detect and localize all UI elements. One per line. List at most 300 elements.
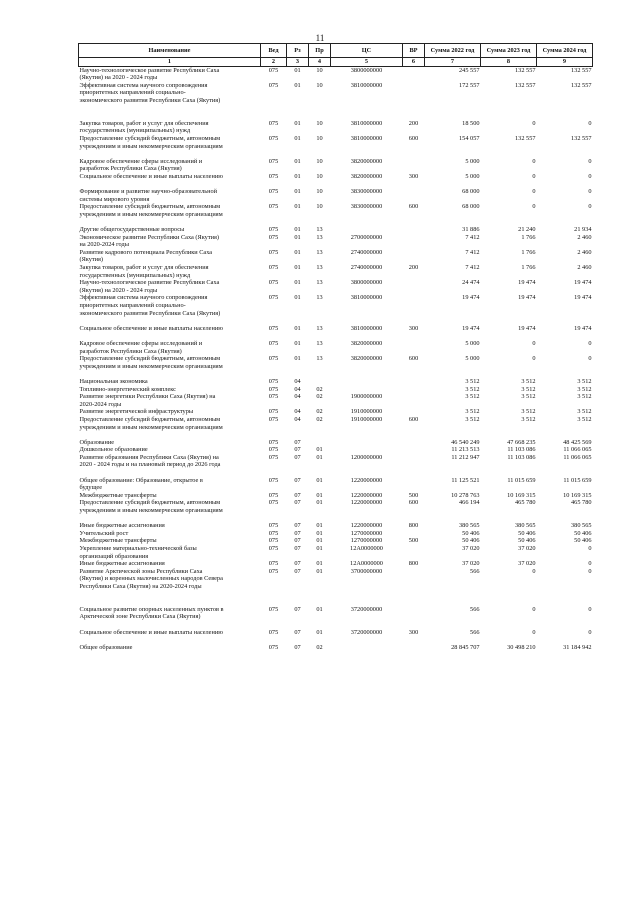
row-name-line: Национальная экономика	[79, 377, 148, 385]
sum-2024-cell: 2 460	[577, 264, 592, 272]
column-number: 9	[537, 58, 593, 67]
table-row	[79, 530, 593, 538]
vr-cell	[403, 454, 425, 469]
ved-cell: 075	[268, 393, 279, 401]
vr-cell: 600	[408, 355, 419, 363]
row-name-line: Образование	[79, 438, 115, 446]
row-name-cell	[79, 537, 261, 545]
table-row	[79, 568, 593, 591]
ved-cell: 075	[268, 226, 279, 234]
sum-2023-cell: 1 766	[521, 233, 536, 241]
cs-cell: 3830000000	[350, 203, 383, 211]
rz-cell: 07	[294, 643, 301, 651]
vr-cell: 300	[408, 172, 419, 180]
row-name-line: Арктической зоне Республики Саха (Якутия)	[79, 613, 201, 621]
row-name-line: Развитие кадрового потенциала Республики Саха	[79, 248, 213, 256]
cs-cell: 1900000000	[350, 393, 383, 401]
sum-2024-cell: 19 474	[574, 294, 592, 302]
row-name-line: учреждениям и иным некоммерческим организациям	[79, 210, 223, 218]
row-name-line: Предоставление субсидий бюджетным, автономным	[79, 415, 221, 423]
column-number: 8	[481, 58, 537, 67]
row-name-cell	[79, 294, 261, 317]
sum-2024-cell: 19 474	[574, 324, 592, 332]
sum-2023-cell: 19 474	[518, 279, 536, 287]
sum-2024-cell: 50 406	[574, 537, 592, 545]
sum-2022-cell: 68 000	[462, 188, 480, 196]
table-row	[79, 431, 593, 446]
sum-2024-cell: 19 474	[574, 279, 592, 287]
ved-cell: 075	[268, 81, 279, 89]
ved-cell: 075	[268, 453, 279, 461]
row-name-line: Развитие энергетики Республики Саха (Якутия) на	[79, 393, 216, 401]
table-row	[79, 469, 593, 492]
cs-cell: 12А0000000	[350, 560, 383, 568]
pr-cell: 01	[316, 529, 323, 537]
row-name-cell	[79, 203, 261, 218]
sum-2024-cell: 3 512	[577, 385, 592, 393]
row-name-cell	[79, 499, 261, 514]
row-name-line: Научно-технологическое развитие Республики Саха	[79, 279, 220, 287]
sum-2024-cell: 0	[588, 172, 592, 180]
ved-cell: 075	[268, 66, 279, 74]
rz-cell: 01	[294, 203, 301, 211]
vr-cell	[403, 294, 425, 317]
pr-cell: 13	[316, 339, 323, 347]
vr-cell	[403, 279, 425, 294]
row-name-line: Республики Саха (Якутия) на 2020-2024 годы	[79, 582, 202, 590]
sum-2024-cell: 50 406	[574, 529, 592, 537]
sum-2023-cell: 0	[532, 339, 536, 347]
column-number: 6	[403, 58, 425, 67]
sum-2024-cell: 3 512	[577, 393, 592, 401]
table-row	[79, 82, 593, 105]
page-number: 11	[315, 33, 325, 43]
ved-cell: 075	[268, 560, 279, 568]
row-name-line: разработок Республики Саха (Якутия)	[79, 347, 182, 355]
cs-cell: 3820000000	[350, 355, 383, 363]
vr-cell: 600	[408, 203, 419, 211]
row-name-cell	[79, 135, 261, 150]
cs-cell: 1200000000	[350, 453, 383, 461]
sum-2024-cell: 132 557	[571, 66, 592, 74]
pr-cell: 01	[316, 567, 323, 575]
row-name-line: будущее	[79, 484, 103, 492]
sum-2022-cell: 3 512	[465, 415, 480, 423]
row-name-cell	[79, 515, 261, 530]
row-name-line: Формирование и развитие научно-образовательной	[79, 188, 217, 196]
vr-cell: 800	[408, 522, 419, 530]
sum-2024-cell: 0	[588, 188, 592, 196]
sum-2024-cell: 11 066 065	[563, 453, 592, 461]
row-name-line: Укрепление материально-технической базы	[79, 545, 197, 552]
cs-cell: 1220000000	[350, 476, 383, 484]
sum-2024-cell: 10 169 315	[563, 491, 592, 499]
table-row	[79, 294, 593, 317]
sum-2022-cell: 31 886	[462, 226, 480, 234]
row-name-cell	[79, 636, 261, 651]
sum-2024-cell: 0	[588, 339, 592, 347]
pr-cell: 13	[316, 226, 323, 234]
pr-cell	[309, 370, 331, 385]
pr-cell: 10	[316, 119, 323, 127]
row-name-line: Развитие Арктической зоны Республики Саха	[79, 567, 203, 575]
row-name-line: Кадровое обеспечение сферы исследований и	[79, 339, 203, 347]
row-name-line: (Якутия) и коренных малочисленных народов Севера	[79, 575, 223, 583]
rz-cell: 07	[294, 628, 301, 636]
cs-cell: 3720000000	[350, 605, 383, 613]
sum-2024-cell: 48 425 569	[563, 438, 592, 446]
sum-2024-cell: 2 460	[577, 233, 592, 241]
row-name-cell	[79, 560, 261, 568]
cs-cell	[331, 431, 403, 446]
rz-cell: 04	[294, 385, 301, 393]
rz-cell: 01	[294, 157, 301, 165]
sum-2023-cell: 11 103 086	[507, 453, 536, 461]
pr-cell: 02	[316, 393, 323, 401]
table-row	[79, 234, 593, 249]
row-name-line: Социальное развитие опорных населенных пунктов в	[79, 605, 224, 613]
row-name-cell	[79, 469, 261, 492]
table-row	[79, 393, 593, 408]
sum-2022-cell: 37 020	[462, 560, 480, 568]
row-name-line: (Якутия) на 2020 - 2024 годы	[79, 74, 158, 82]
row-name-line: приоритетных направлений социально-	[79, 89, 186, 97]
table-row	[79, 515, 593, 530]
sum-2022-cell: 3 512	[465, 385, 480, 393]
sum-2022-cell: 18 500	[462, 119, 480, 127]
row-name-line: Экономическое развитие Республики Саха (Якутия)	[79, 233, 219, 241]
sum-2024-cell: 0	[588, 355, 592, 363]
row-name-cell	[79, 355, 261, 370]
vr-cell	[403, 332, 425, 355]
row-name-line: государственных (муниципальных) нужд	[79, 127, 191, 135]
row-name-cell	[79, 173, 261, 181]
column-number: 4	[309, 58, 331, 67]
table-row	[79, 560, 593, 568]
row-name-line: Другие общегосударственные вопросы	[79, 226, 185, 234]
row-name-line: организаций образования	[79, 552, 149, 560]
pr-cell: 02	[316, 385, 323, 393]
sum-2022-cell: 5 000	[465, 355, 480, 363]
sum-2022-cell: 5 000	[465, 172, 480, 180]
sum-2024-cell: 2 460	[577, 248, 592, 256]
sum-2022-cell: 466 194	[459, 499, 480, 507]
header-name: Наименование	[79, 44, 261, 58]
row-name-cell	[79, 431, 261, 446]
vr-cell	[403, 545, 425, 560]
sum-2022-cell: 28 845 707	[451, 643, 480, 651]
table-row	[79, 492, 593, 500]
column-number-row	[79, 58, 593, 67]
row-name-line: учреждениям и иным некоммерческим организациям	[79, 362, 223, 370]
pr-cell	[309, 431, 331, 446]
row-name-line: (Якутия)	[79, 256, 104, 264]
rz-cell: 04	[294, 408, 301, 416]
sum-2023-cell: 11 103 086	[507, 446, 536, 454]
table-row	[79, 636, 593, 651]
sum-2024-cell: 3 512	[577, 415, 592, 423]
pr-cell: 13	[316, 233, 323, 241]
ved-cell: 075	[268, 491, 279, 499]
pr-cell: 01	[316, 522, 323, 530]
header-pr: Пр	[309, 44, 331, 58]
header-rz: Рз	[287, 44, 309, 58]
ved-cell: 075	[268, 567, 279, 575]
rz-cell: 07	[294, 522, 301, 530]
ved-cell: 075	[268, 385, 279, 393]
row-name-cell	[79, 454, 261, 469]
rz-cell: 01	[294, 248, 301, 256]
cs-cell	[331, 218, 403, 233]
sum-2022-cell: 566	[470, 567, 480, 575]
table-row	[79, 218, 593, 233]
pr-cell: 01	[316, 453, 323, 461]
ved-cell: 075	[268, 438, 279, 446]
row-name-line: Эффективная система научного сопровождения	[79, 81, 208, 89]
vr-cell	[403, 181, 425, 204]
sum-2023-cell: 3 512	[521, 385, 536, 393]
vr-cell: 200	[408, 119, 419, 127]
sum-2022-cell: 3 512	[465, 393, 480, 401]
rz-cell: 07	[294, 446, 301, 454]
vr-cell	[403, 530, 425, 538]
row-name-cell	[79, 234, 261, 249]
ved-cell: 075	[268, 248, 279, 256]
row-name-cell	[79, 264, 261, 279]
rz-cell: 01	[294, 119, 301, 127]
sum-2024-cell: 0	[588, 567, 592, 575]
vr-cell: 500	[408, 491, 419, 499]
vr-cell	[403, 66, 425, 82]
cs-cell: 3820000000	[350, 172, 383, 180]
ved-cell: 075	[268, 408, 279, 416]
rz-cell: 01	[294, 294, 301, 302]
sum-2022-cell: 245 557	[459, 66, 480, 74]
row-name-line: Топливно-энергетический комплекс	[79, 385, 176, 393]
rz-cell: 01	[294, 172, 301, 180]
table-row	[79, 408, 593, 416]
sum-2022-cell: 11 212 947	[451, 453, 480, 461]
row-name-line: Развитие образования Республики Саха (Якутия) на	[79, 453, 219, 461]
sum-2022-cell: 3 512	[465, 408, 480, 416]
table-row	[79, 416, 593, 431]
table-row	[79, 454, 593, 469]
vr-cell	[403, 82, 425, 105]
header-cs: ЦС	[331, 44, 403, 58]
sum-2023-cell: 132 557	[515, 66, 536, 74]
pr-cell: 10	[316, 172, 323, 180]
sum-2022-cell: 5 000	[465, 339, 480, 347]
ved-cell: 075	[268, 643, 279, 651]
sum-2023-cell: 0	[532, 628, 536, 636]
table-row	[79, 66, 593, 82]
sum-2022-cell: 7 412	[465, 264, 480, 272]
row-name-line: учреждениям и иным некоммерческим организациям	[79, 423, 223, 431]
sum-2024-cell: 132 557	[571, 134, 592, 142]
vr-cell: 800	[408, 560, 419, 568]
rz-cell: 01	[294, 188, 301, 196]
pr-cell: 10	[316, 188, 323, 196]
row-name-line: Эффективная система научного сопровождения	[79, 294, 208, 302]
ved-cell: 075	[268, 188, 279, 196]
cs-cell: 3830000000	[350, 188, 383, 196]
row-name-line: Научно-технологическое развитие Республики Саха	[79, 66, 220, 74]
cs-cell: 1220000000	[350, 522, 383, 530]
row-name-line: 2020-2024 годы	[79, 400, 122, 408]
table-row	[79, 537, 593, 545]
ved-cell: 075	[268, 119, 279, 127]
row-name-line: Межбюджетные трансферты	[79, 491, 157, 499]
row-name-line: Социальное обеспечение и иные выплаты населению	[79, 324, 223, 332]
sum-2023-cell: 0	[532, 119, 536, 127]
vr-cell	[403, 446, 425, 454]
rz-cell: 07	[294, 476, 301, 484]
pr-cell: 10	[316, 134, 323, 142]
ved-cell: 075	[268, 537, 279, 545]
column-number: 3	[287, 58, 309, 67]
sum-2022-cell: 46 540 249	[451, 438, 480, 446]
table-row	[79, 173, 593, 181]
row-name-cell	[79, 82, 261, 105]
cs-cell: 3800000000	[350, 279, 383, 287]
sum-2023-cell: 19 474	[518, 324, 536, 332]
cs-cell: 3810000000	[350, 119, 383, 127]
rz-cell: 07	[294, 560, 301, 568]
row-name-cell	[79, 446, 261, 454]
cs-cell: 3820000000	[350, 339, 383, 347]
cs-cell	[331, 370, 403, 385]
sum-2023-cell: 30 498 210	[507, 643, 536, 651]
cs-cell: 3720000000	[350, 628, 383, 636]
pr-cell: 01	[316, 476, 323, 484]
sum-2022-cell: 24 474	[462, 279, 480, 287]
row-name-line: Общее образование: Образование, открытое в	[79, 476, 203, 484]
pr-cell: 10	[316, 66, 323, 74]
row-name-cell	[79, 621, 261, 636]
cs-cell: 3810000000	[350, 294, 383, 302]
row-name-line: Развитие энергетической инфраструктуры	[79, 408, 194, 416]
column-number: 1	[79, 58, 261, 67]
vr-cell	[403, 568, 425, 591]
rz-cell: 01	[294, 233, 301, 241]
sum-2024-cell: 0	[588, 628, 592, 636]
row-name-line: Социальное обеспечение и иные выплаты населению	[79, 172, 223, 180]
row-name-line: Общее образование	[79, 643, 133, 651]
row-name-line: Предоставление субсидий бюджетным, автономным	[79, 134, 221, 142]
vr-cell: 300	[408, 628, 419, 636]
vr-cell: 500	[408, 537, 419, 545]
sum-2023-cell: 1 766	[521, 264, 536, 272]
ved-cell: 075	[268, 233, 279, 241]
ved-cell: 075	[268, 264, 279, 272]
vr-cell	[403, 234, 425, 249]
sum-2023-cell: 0	[532, 605, 536, 613]
row-name-cell	[79, 150, 261, 173]
pr-cell: 01	[316, 545, 323, 552]
sum-2023-cell: 11 015 659	[507, 476, 536, 484]
row-name-cell	[79, 568, 261, 591]
sum-2022-cell: 380 565	[459, 522, 480, 530]
sum-2024-cell: 0	[588, 203, 592, 211]
sum-2023-cell: 37 020	[518, 560, 536, 568]
cs-cell: 2700000000	[350, 233, 383, 241]
vr-cell	[403, 218, 425, 233]
row-name-line: 2020 - 2024 годы и на плановый период до 2026 года	[79, 461, 221, 469]
ved-cell: 075	[268, 415, 279, 423]
ved-cell: 075	[268, 377, 279, 385]
table-row	[79, 249, 593, 264]
sum-2022-cell: 5 000	[465, 157, 480, 165]
rz-cell: 01	[294, 339, 301, 347]
sum-2024-cell: 3 512	[577, 377, 592, 385]
vr-cell: 300	[408, 324, 419, 332]
cs-cell: 3810000000	[350, 324, 383, 332]
cs-cell: 1270000000	[350, 529, 383, 537]
ved-cell: 075	[268, 522, 279, 530]
cs-cell: 1910000000	[350, 415, 383, 423]
ved-cell: 075	[268, 339, 279, 347]
row-name-cell	[79, 591, 261, 621]
row-name-line: Предоставление субсидий бюджетным, автономным	[79, 203, 221, 211]
sum-2022-cell: 154 057	[459, 134, 480, 142]
sum-2022-cell: 7 412	[465, 233, 480, 241]
row-name-cell	[79, 530, 261, 538]
rz-cell: 01	[294, 355, 301, 363]
row-name-cell	[79, 279, 261, 294]
rz-cell: 07	[294, 491, 301, 499]
pr-cell: 02	[316, 415, 323, 423]
header-sum-2024: Сумма 2024 год	[537, 44, 593, 58]
pr-cell: 13	[316, 248, 323, 256]
table-row	[79, 264, 593, 279]
sum-2024-cell: 380 565	[571, 522, 592, 530]
row-name-cell	[79, 408, 261, 416]
row-name-cell	[79, 416, 261, 431]
ved-cell: 075	[268, 324, 279, 332]
table-row	[79, 203, 593, 218]
vr-cell: 200	[408, 264, 419, 272]
sum-2022-cell: 566	[470, 605, 480, 613]
row-name-line: Дошкольное образование	[79, 446, 148, 454]
vr-cell: 600	[408, 134, 419, 142]
vr-cell	[403, 469, 425, 492]
ved-cell: 075	[268, 476, 279, 484]
row-name-line: Иные бюджетные ассигнования	[79, 522, 165, 530]
pr-cell: 01	[316, 628, 323, 636]
cs-cell: 3810000000	[350, 81, 383, 89]
sum-2024-cell: 132 557	[571, 81, 592, 89]
ved-cell: 075	[268, 203, 279, 211]
sum-2023-cell: 3 512	[521, 377, 536, 385]
ved-cell: 075	[268, 605, 279, 613]
cs-cell: 3820000000	[350, 157, 383, 165]
cs-cell: 1220000000	[350, 491, 383, 499]
ved-cell: 075	[268, 545, 279, 552]
row-name-line: Закупка товаров, работ и услуг для обеспечения	[79, 264, 209, 272]
table-row	[79, 150, 593, 173]
pr-cell: 10	[316, 157, 323, 165]
sum-2022-cell: 10 278 763	[451, 491, 480, 499]
sum-2024-cell: 0	[588, 605, 592, 613]
row-name-cell	[79, 545, 261, 560]
vr-cell	[403, 150, 425, 173]
cs-cell: 1910000000	[350, 408, 383, 416]
table-row	[79, 135, 593, 150]
sum-2023-cell: 1 766	[521, 248, 536, 256]
vr-cell	[403, 408, 425, 416]
sum-2023-cell: 0	[532, 567, 536, 575]
vr-cell	[403, 636, 425, 651]
